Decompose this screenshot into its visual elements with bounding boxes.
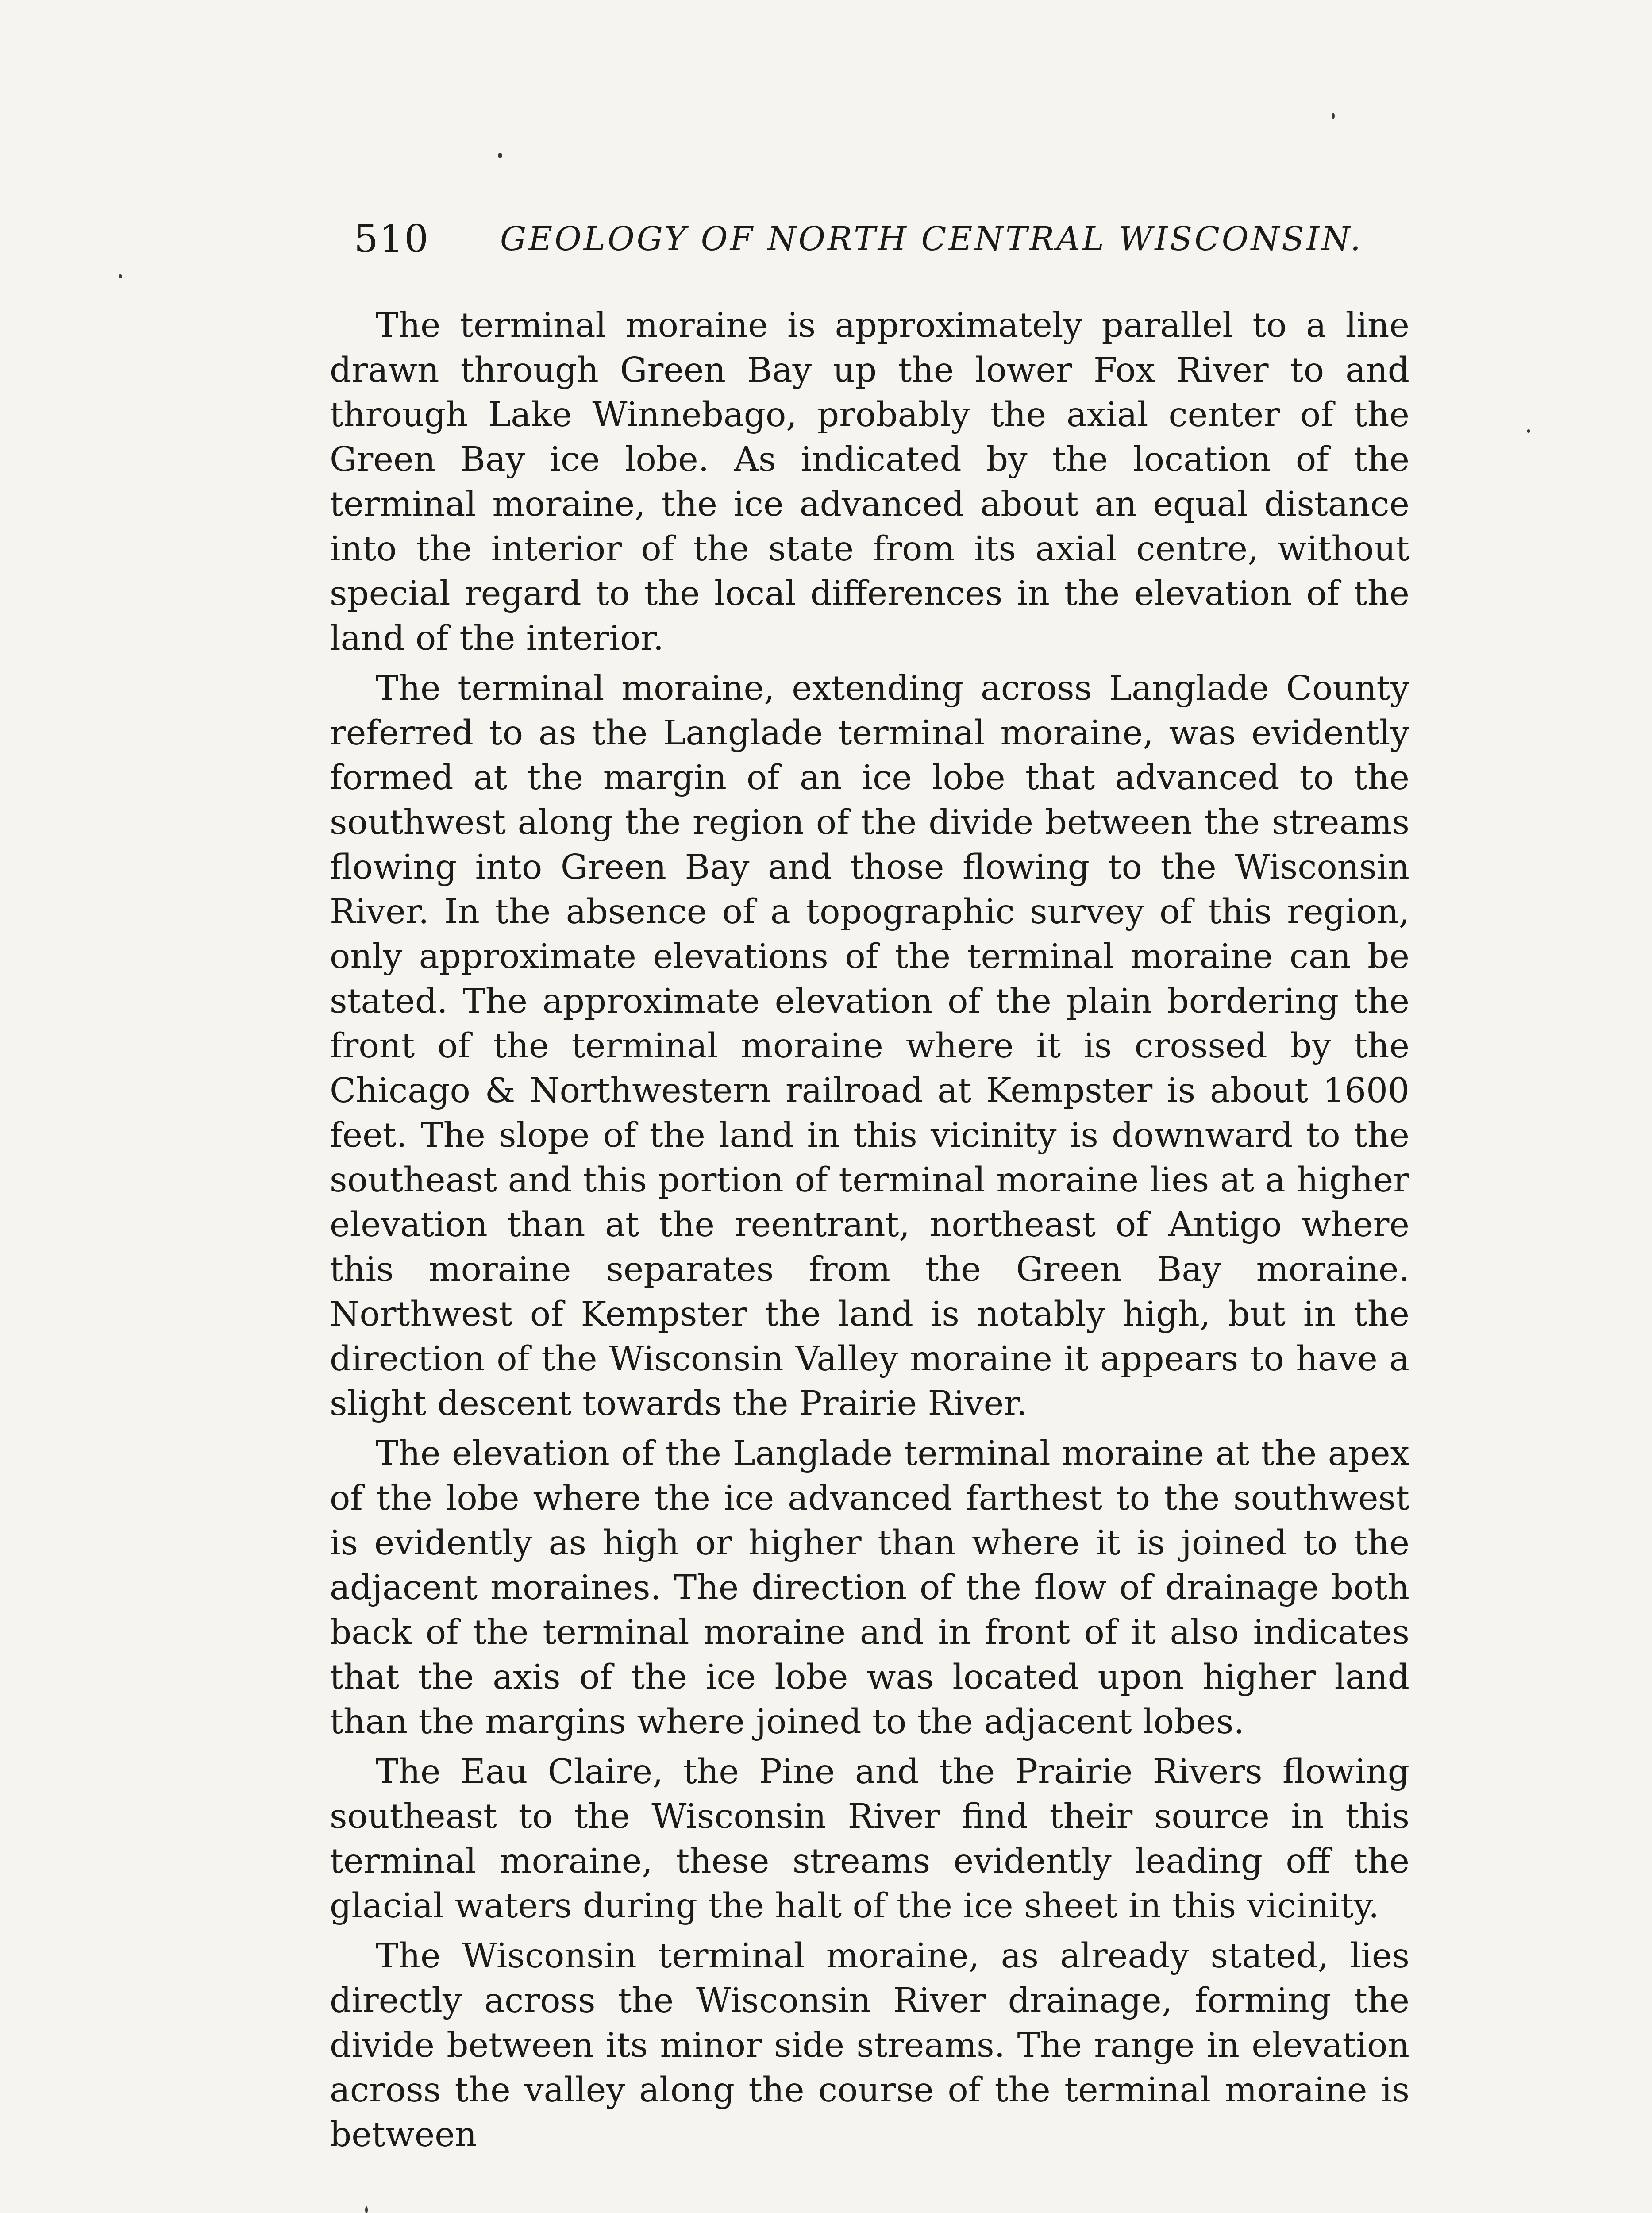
paragraph-4: The Eau Claire, the Pine and the Prairie Rivers flowing southeast to the Wisconsin River find their source in this terminal moraine, these streams evidently leading off the glacial waters during the halt of the ice sheet in this vicinity. — [330, 1752, 1409, 1926]
paragraph-3: The elevation of the Langlade terminal moraine at the apex of the lobe where the ice advanced farthest to the southwest is evidently as high or higher than where it is joined to the adjacent moraines. The direction of the flow of drainage both back of the terminal moraine and in front of it also indicates that the axis of the ice lobe was located upon higher land than the margins where joined to the adjacent lobes. — [330, 1434, 1409, 1742]
paragraph-5: The Wisconsin terminal moraine, as already stated, lies directly across the Wisconsin River drainage, forming the divide between its minor side streams. The range in elevation across the valley along the course of the terminal moraine is between — [330, 1936, 1409, 2155]
paragraph-2: The terminal moraine, extending across Langlade County referred to as the Langlade terminal moraine, was evidently formed at the margin of an ice lobe that advanced to the southwest along the region of the divide between the streams flowing into Green Bay and those flowing to the Wisconsin River. In the absence of a topographic survey of this region, only approximate elevations of the terminal moraine can be stated. The approximate elevation of the plain bordering the front of the terminal moraine where it is crossed by the Chicago & Northwestern railroad at Kempster is about 1600 feet. The slope of the land in this vicinity is downward to the southeast and this portion of terminal moraine lies at a higher elevation than at the reentrant, northeast of Antigo where this moraine separates from the Green Bay moraine. Northwest of Kempster the land is notably high, but in the direction of the Wisconsin Valley moraine it appears to have a slight descent towards the Prairie River. — [330, 669, 1409, 1423]
scan-speck — [119, 274, 122, 278]
page-number: 510 — [354, 217, 430, 261]
running-head: GEOLOGY OF NORTH CENTRAL WISCONSIN. — [500, 220, 1363, 258]
scan-speck — [365, 2206, 368, 2213]
scan-speck — [1332, 113, 1335, 119]
paragraph-1: The terminal moraine is approximately parallel to a line drawn through Green Bay up the lower Fox River to and through Lake Winnebago, probably the axial center of the Green Bay ice lobe. As indicated by the location of the terminal moraine, the ice advanced about an equal distance into the interior of the state from its axial centre, without special regard to the local differences in the elevation of the land of the interior. — [330, 306, 1409, 658]
body-text — [330, 303, 1409, 2163]
page-header — [354, 212, 1416, 274]
scan-speck — [498, 153, 502, 158]
scan-speck — [1527, 429, 1530, 433]
